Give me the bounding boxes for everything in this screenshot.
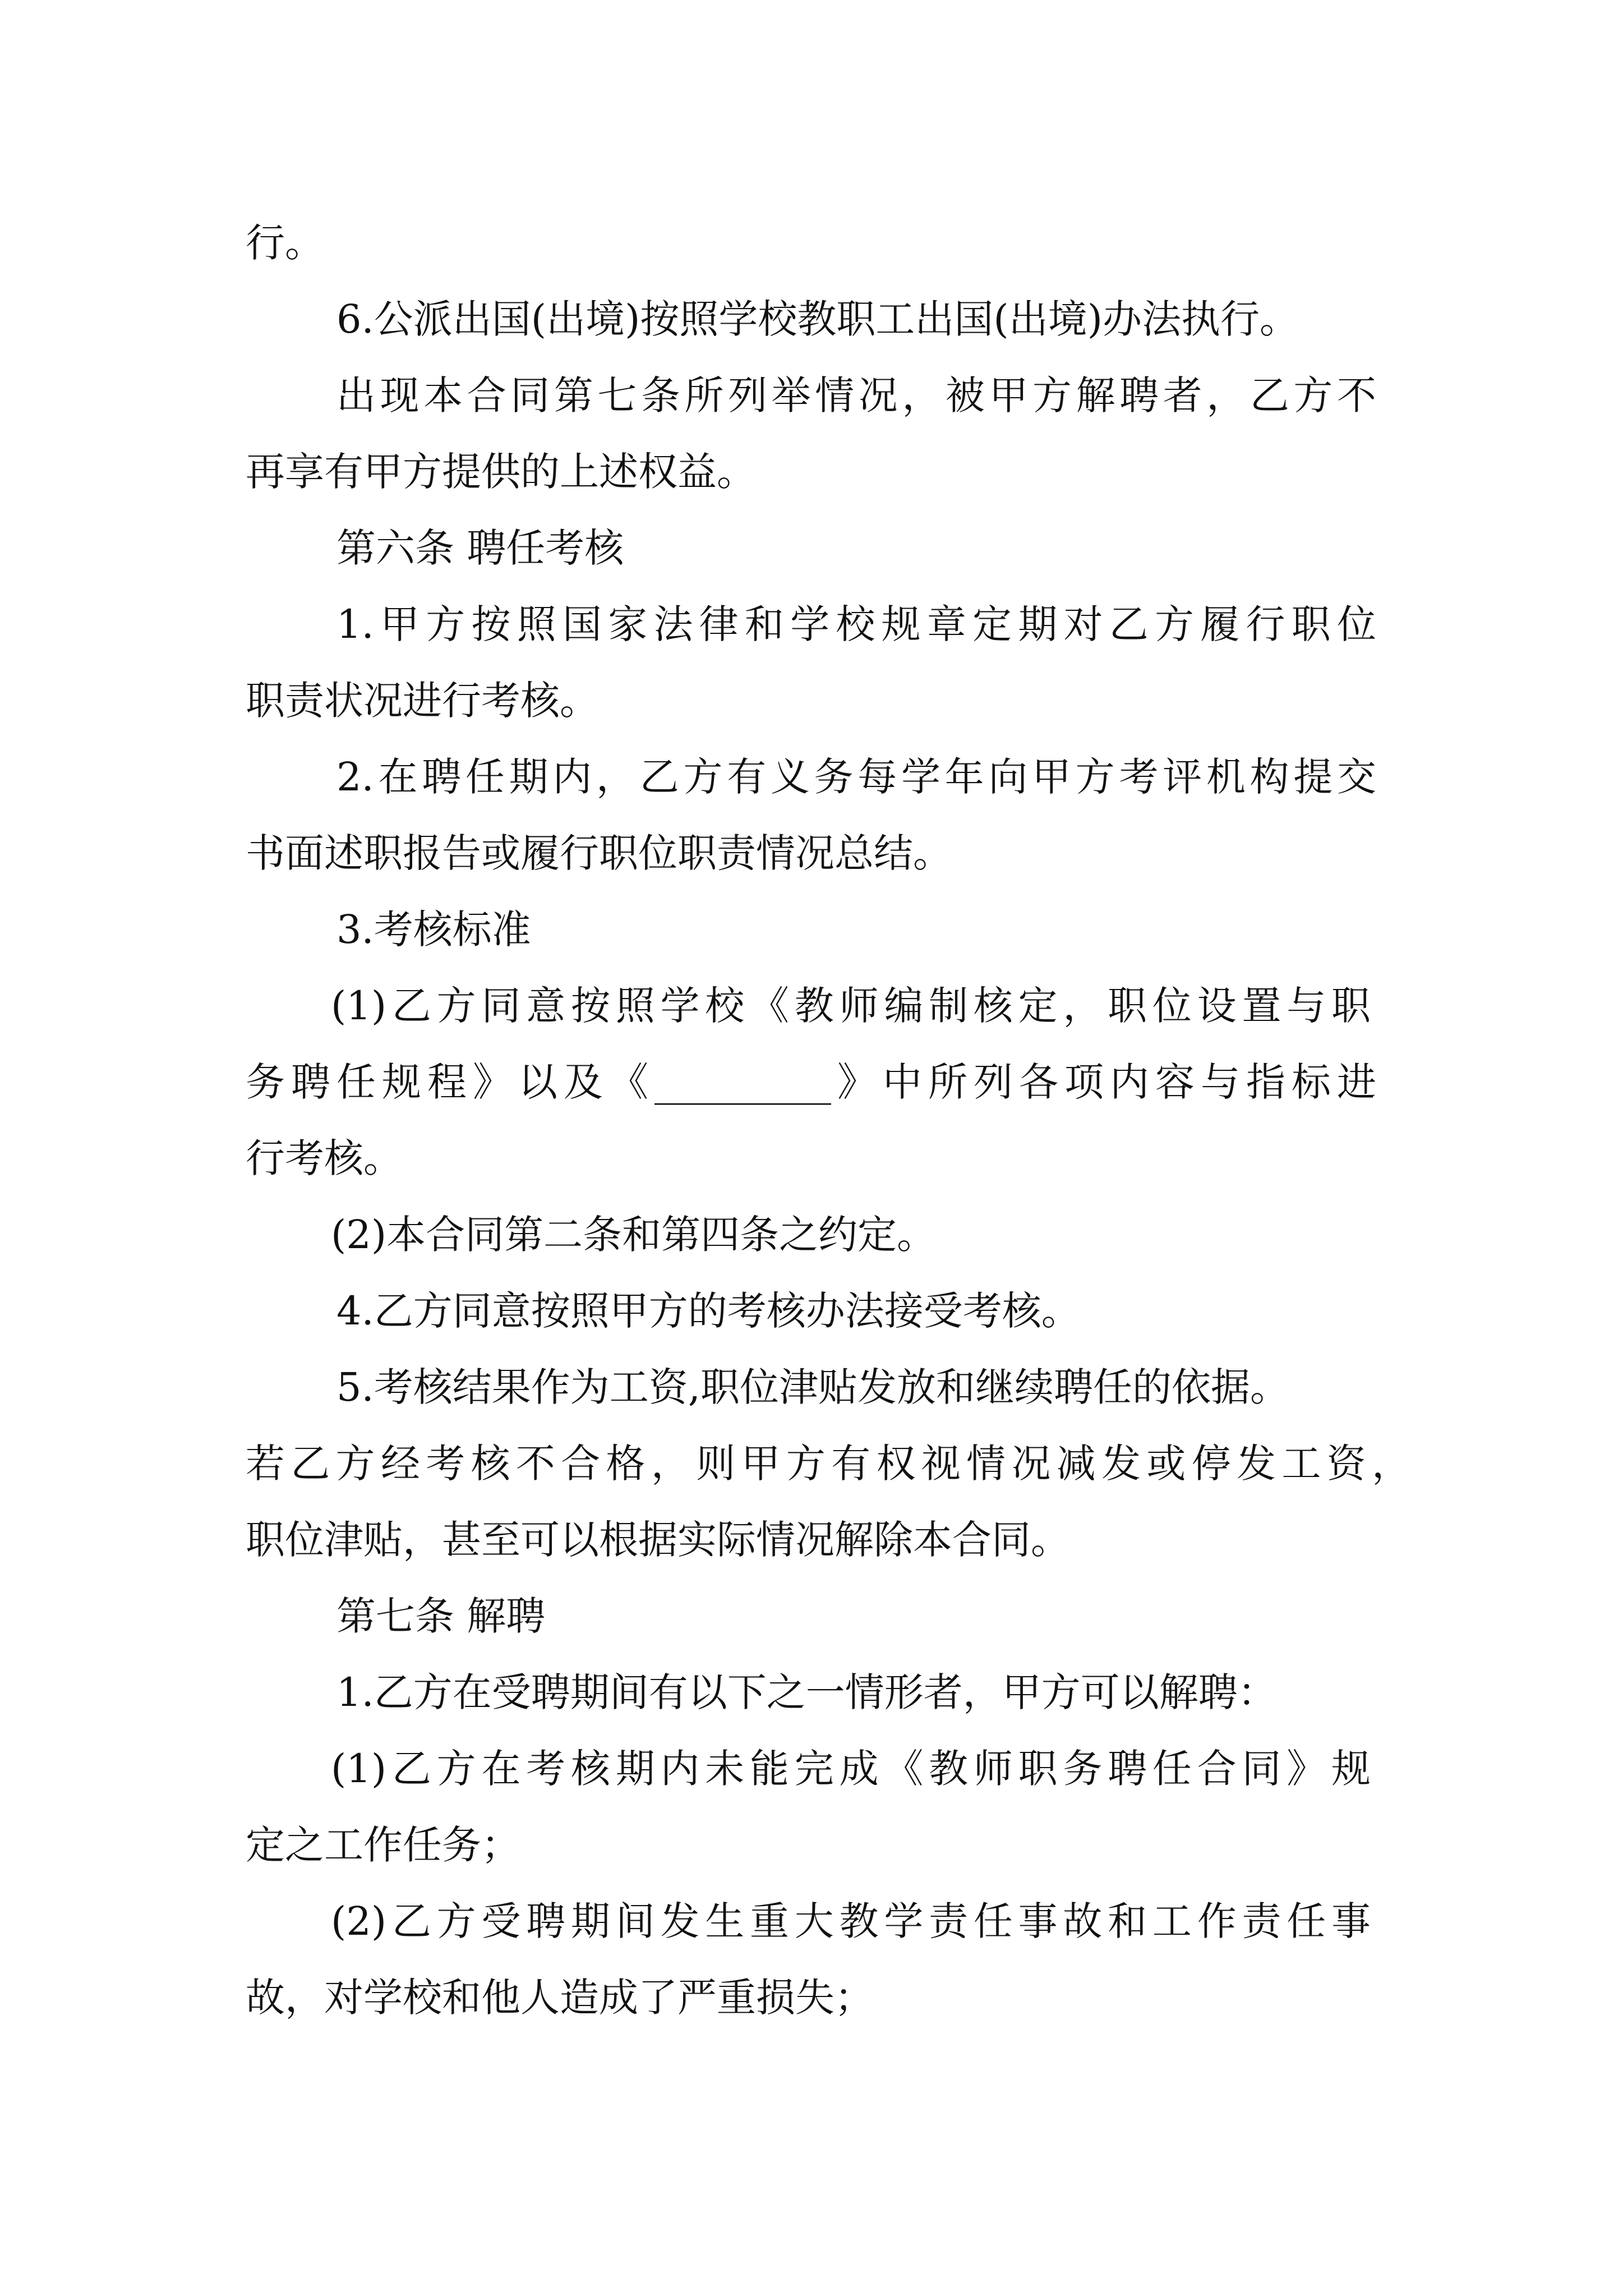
paragraph-line: 若乙方经考核不合格，则甲方有权视情况减发或停发工资，: [246, 1441, 1411, 1487]
paragraph-line: 行。: [246, 220, 324, 266]
paragraph-line: 职位津贴，甚至可以根据实际情况解除本合同。: [246, 1517, 1070, 1563]
paragraph-line: 定之工作任务；: [246, 1822, 520, 1868]
paragraph-line: 务聘任规程》以及《_________》中所列各项内容与指标进: [246, 1059, 1376, 1105]
paragraph-line: 1.甲方按照国家法律和学校规章定期对乙方履行职位: [336, 601, 1376, 647]
paragraph-line: (2)本合同第二条和第四条之约定。: [331, 1212, 937, 1258]
paragraph-line: 2.在聘任期内，乙方有义务每学年向甲方考评机构提交: [336, 754, 1376, 800]
section-heading: 第七条 解聘: [336, 1593, 546, 1639]
paragraph-line: 5.考核结果作为工资,职位津贴发放和继续聘任的依据。: [336, 1364, 1290, 1410]
paragraph-line: (1)乙方同意按照学校《教师编制核定，职位设置与职: [331, 983, 1371, 1029]
paragraph-line: 1.乙方在受聘期间有以下之一情形者，甲方可以解聘：: [336, 1669, 1277, 1715]
paragraph-line: (1)乙方在考核期内未能完成《教师职务聘任合同》规: [331, 1746, 1371, 1792]
section-heading: 第六条 聘任考核: [336, 525, 624, 571]
paragraph-line: 故，对学校和他人造成了严重损失；: [246, 1975, 874, 2021]
paragraph-line: 3.考核标准: [336, 907, 531, 953]
paragraph-line: 6.公派出国(出境)按照学校教职工出国(出境)办法执行。: [336, 296, 1299, 342]
paragraph-line: 4.乙方同意按照甲方的考核办法接受考核。: [336, 1288, 1081, 1334]
paragraph-line: 书面述职报告或履行职位职责情况总结。: [246, 830, 952, 876]
paragraph-line: (2)乙方受聘期间发生重大教学责任事故和工作责任事: [331, 1898, 1371, 1944]
paragraph-line: 行考核。: [246, 1135, 403, 1181]
paragraph-line: 再享有甲方提供的上述权益。: [246, 449, 756, 495]
paragraph-line: 出现本合同第七条所列举情况，被甲方解聘者，乙方不: [336, 372, 1376, 418]
paragraph-line: 职责状况进行考核。: [246, 678, 599, 724]
